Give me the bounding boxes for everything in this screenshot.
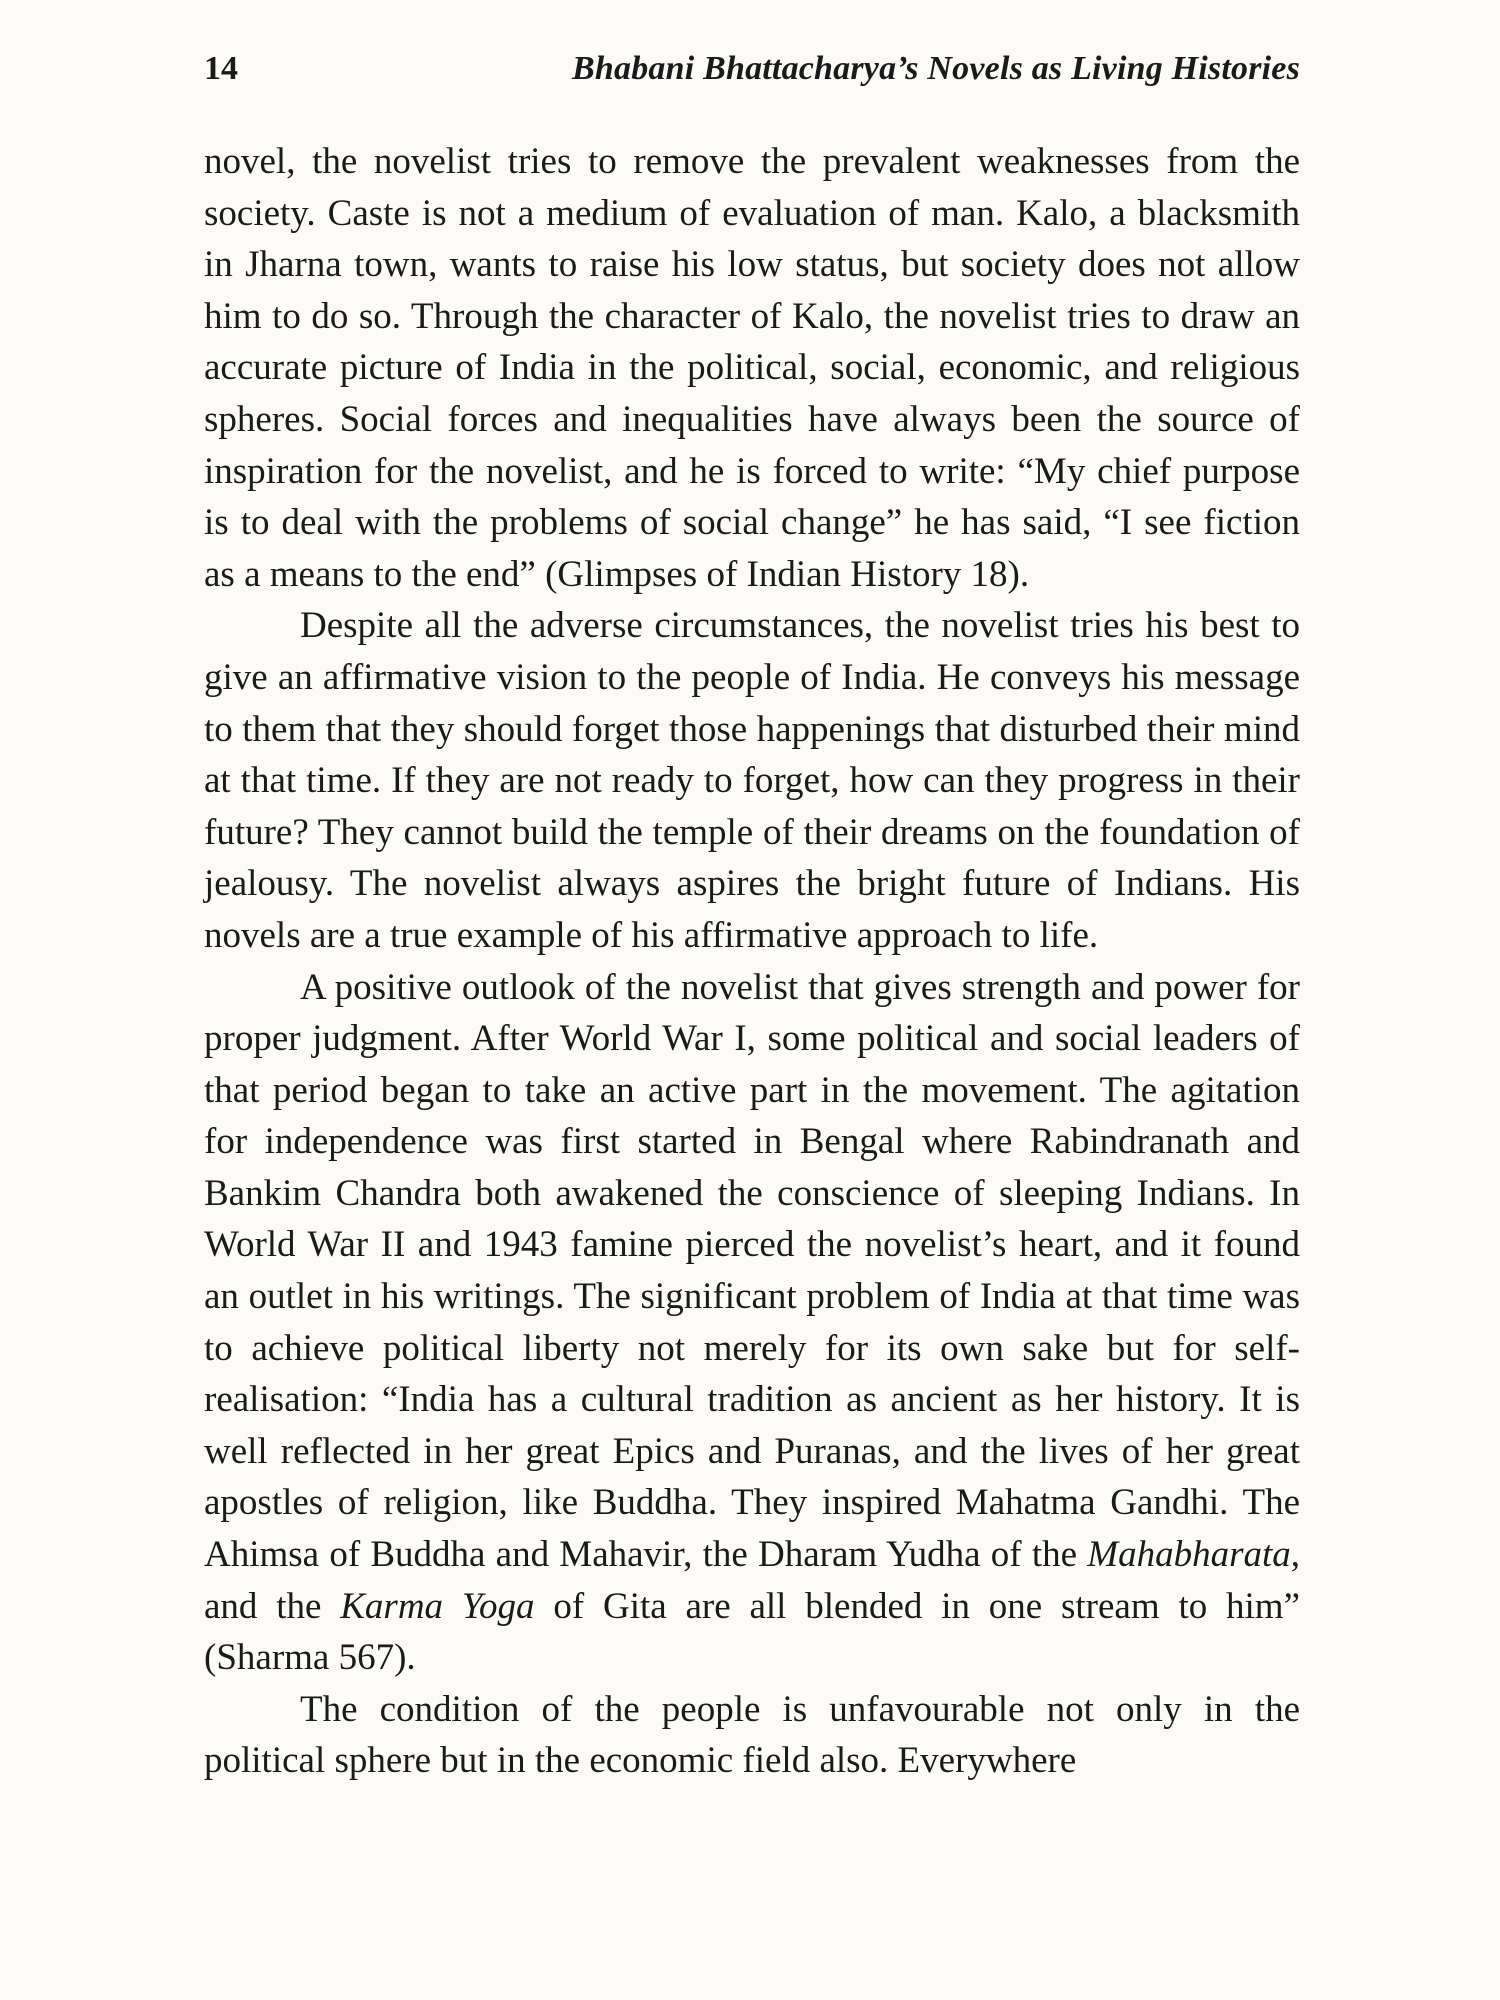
page-body <box>204 136 1300 1787</box>
paragraph-3-text-1: A positive outlook of the novelist that gives strength and power for proper judgment. After World War I, some political and social leaders of that period began to take an active part in the movement. The agitation for independence was first started in Bengal where Rabindranath and Bankim Chandra both awakened the conscience of sleeping Indians. In World War II and 1943 famine pierced the novelist’s heart, and it found an outlet in his writings. The significant problem of India at that time was to achieve political liberty not merely for its own sake but for self-realisation: “India has a cultural tradition as ancient as her history. It is well reflected in her great Epics and Puranas, and the lives of her great apostles of religion, like Buddha. They inspired Mahatma Gandhi. The Ahimsa of Buddha and Mahavir, the Dharam Yudha of the <box>204 966 1300 1576</box>
italic-term-karma-yoga: Karma Yoga <box>340 1585 535 1627</box>
paragraph-2: Despite all the adverse circumstances, the novelist tries his best to give an affirmative vision to the people of India. He conveys his message to them that they should forget those happenings that disturbed their mind at that time. If they are not ready to forget, how can they progress in their future? They cannot build the temple of their dreams on the foundation of jealousy. The novelist always aspires the bright future of Indians. His novels are a true example of his affirmative approach to life. <box>204 605 1300 956</box>
page-number: 14 <box>204 50 238 87</box>
paragraph-3 <box>204 962 1300 1684</box>
running-title: Bhabani Bhattacharya’s Novels as Living Histories <box>572 50 1300 87</box>
paragraph-1: novel, the novelist tries to remove the prevalent weaknesses from the society. Caste is not a medium of evaluation of man. Kalo, a blacksmith in Jharna town, wants to raise his low status, but society does not allow him to do so. Through the character of Kalo, the novelist tries to draw an accurate picture of India in the political, social, economic, and religious spheres. Social forces and inequalities have always been the source of inspiration for the novelist, and he is forced to write: “My chief purpose is to deal with the problems of social change” he has said, “I see fiction as a means to the end” (Glimpses of Indian History 18). <box>204 141 1300 595</box>
page-header <box>204 50 1300 110</box>
paragraph-3-text-2: , and the <box>204 1534 1300 1627</box>
italic-title-mahabharata: Mahabharata <box>1087 1534 1291 1576</box>
paragraph-3-text-3: of Gita are all blended in one stream to him” (Sharma 567). <box>204 1585 1301 1679</box>
paragraph-4: The condition of the people is unfavourable not only in the political sphere but in the economic field also. Everywhere <box>204 1688 1300 1782</box>
